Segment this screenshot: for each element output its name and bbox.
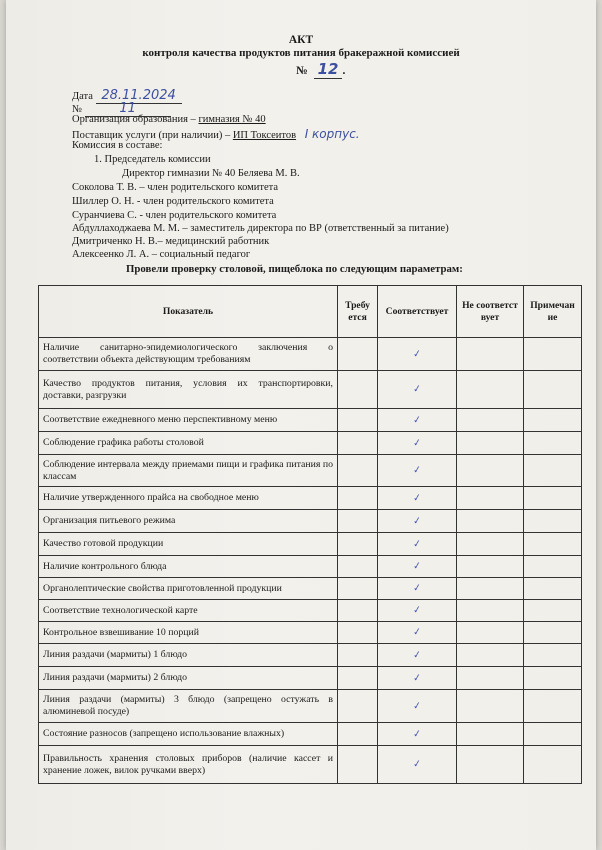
inspection-table (38, 285, 582, 784)
organization-label: Организация образования – (72, 114, 196, 125)
indicator-cell: Наличие утвержденного прайса на свободное меню (39, 487, 338, 510)
indicator-cell: Наличие контрольного блюда (39, 556, 338, 578)
member-line: Дмитриченко Н. В.– медицинский работник (72, 236, 270, 247)
check-mark: ✓ (412, 514, 422, 528)
act-number-label: № (296, 65, 308, 77)
chair-item: 1. Председатель комиссии (94, 154, 211, 165)
check-mark: ✓ (412, 648, 422, 662)
table-row (39, 338, 582, 371)
table-row (39, 455, 582, 487)
check-mark: ✓ (412, 383, 422, 396)
indicator-cell: Правильность хранения столовых приборов (наличие кассет и хранение ложек, вилок ручками вверх) (39, 746, 338, 784)
check-heading: Провели проверку столовой, пищеблока по следующим параметрам: (126, 263, 463, 275)
indicator-cell: Качество продуктов питания, условия их транспортировки, доставки, разгрузки (39, 371, 338, 409)
indicator-cell: Наличие санитарно-эпидемиологического заключения о соответствии объекта действующим требованиям (39, 338, 338, 371)
check-mark: ✓ (412, 582, 422, 595)
check-mark: ✓ (412, 626, 422, 639)
check-mark: ✓ (412, 436, 422, 450)
indicator-cell: Линия раздачи (мармиты) 2 блюдо (39, 667, 338, 690)
table-row (39, 409, 582, 432)
table-row (39, 644, 582, 667)
check-mark: ✓ (412, 758, 422, 771)
check-mark: ✓ (412, 464, 422, 477)
indicator-cell: Органолептические свойства приготовленной продукции (39, 578, 338, 600)
act-number: № 12 . (296, 60, 346, 78)
table-row (39, 371, 582, 409)
table-row (39, 746, 582, 784)
number-label: № (72, 104, 83, 115)
check-mark: ✓ (412, 413, 422, 427)
table-row (39, 723, 582, 746)
date-value: 28.11.2024 (96, 88, 182, 104)
column-header-required: Требу ется (338, 286, 378, 338)
table-row (39, 667, 582, 690)
column-header-note: Примечан ие (524, 286, 582, 338)
table-row (39, 600, 582, 622)
indicator-cell: Контрольное взвешивание 10 порций (39, 622, 338, 644)
date-label: Дата (72, 91, 93, 102)
table-row (39, 510, 582, 533)
column-header-indicator: Показатель (39, 286, 338, 338)
indicator-cell: Организация питьевого режима (39, 510, 338, 533)
check-mark: ✓ (412, 671, 422, 685)
table-row (39, 578, 582, 600)
organization-value: гимназия № 40 (198, 114, 266, 125)
supplier-label: Поставщик услуги (при наличии) – (72, 130, 231, 141)
check-mark: ✓ (412, 727, 422, 741)
column-header-compliant: Соответствует (378, 286, 457, 338)
table-row (39, 690, 582, 723)
supplier-line (72, 127, 360, 141)
indicator-cell: Состояние разносов (запрещено использование влажных) (39, 723, 338, 746)
check-mark: ✓ (412, 491, 422, 505)
table-header-row (39, 286, 582, 338)
act-subtitle: контроля качества продуктов питания бракеражной комиссией (142, 47, 460, 59)
commission-label: Комиссия в составе: (72, 140, 163, 151)
indicator-cell: Соответствие технологической карте (39, 600, 338, 622)
table-row (39, 556, 582, 578)
indicator-cell: Качество готовой продукции (39, 533, 338, 556)
organization-line (72, 114, 266, 125)
check-mark: ✓ (412, 560, 422, 573)
indicator-cell: Соблюдение графика работы столовой (39, 432, 338, 455)
number-value: 11 (85, 101, 171, 117)
column-header-noncompliant: Не соответст вует (457, 286, 524, 338)
act-number-value: 12 (314, 60, 343, 79)
member-line: Соколова Т. В. – член родительского комитета (72, 182, 279, 193)
member-line: Алексеенко Л. А. – социальный педагог (72, 249, 251, 260)
check-mark: ✓ (412, 537, 422, 551)
member-line: Суранчиева С. - член родительского комитета (72, 210, 277, 221)
check-mark: ✓ (412, 699, 422, 713)
table-row (39, 432, 582, 455)
chair-name: Директор гимназии № 40 Беляева М. В. (122, 168, 300, 179)
indicator-cell: Линия раздачи (мармиты) 1 блюдо (39, 644, 338, 667)
table-row (39, 487, 582, 510)
act-title: АКТ (288, 34, 314, 46)
member-line: Абдуллаходжаева М. М. – заместитель директора по ВР (ответственный за питание) (72, 223, 449, 234)
table-row (39, 533, 582, 556)
supplier-note: I корпус. (304, 127, 360, 141)
table-row (39, 622, 582, 644)
check-mark: ✓ (412, 604, 422, 617)
indicator-cell: Линия раздачи (мармиты) 3 блюдо (запрещено остужать в алюминевой посуде) (39, 690, 338, 723)
document-page (6, 0, 596, 850)
indicator-cell: Соответствие ежедневного меню перспективному меню (39, 409, 338, 432)
member-line: Шиллер О. Н. - член родительского комитета (72, 196, 274, 207)
check-mark: ✓ (412, 347, 422, 361)
supplier-value: ИП Токсеитов (232, 130, 297, 141)
indicator-cell: Соблюдение интервала между приемами пищи и графика питания по классам (39, 455, 338, 487)
